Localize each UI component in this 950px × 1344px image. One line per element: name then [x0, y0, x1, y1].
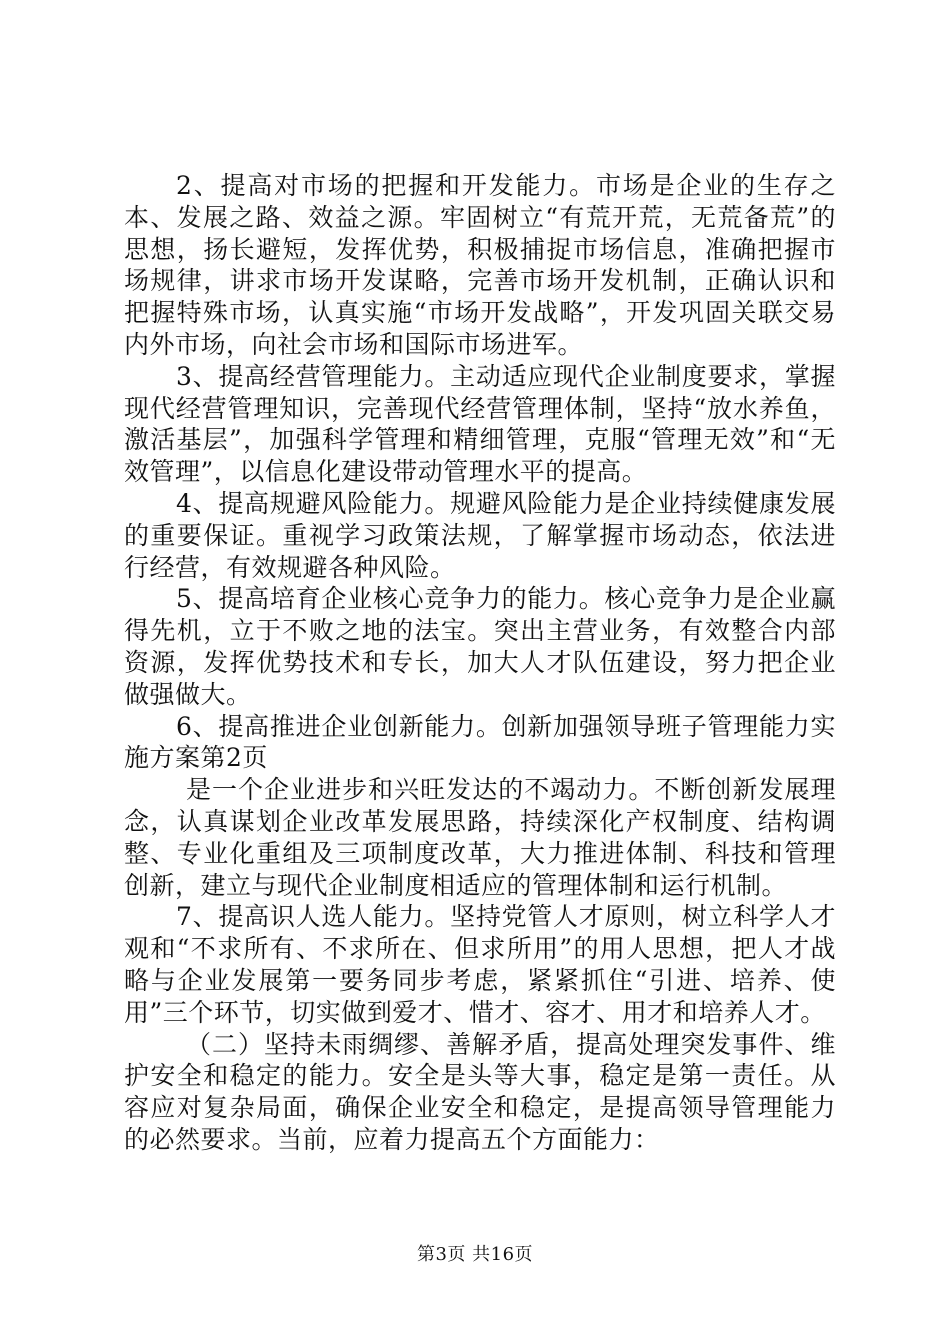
paragraph-talent-selection: 7、提高识人选人能力。坚持党管人才原则，树立科学人才观和“不求所有、不求所在、但求所用”的用人思想，把人才战略与企业发展第一要务同步考虑，紧紧抓住“引进、培养、使用”三个环节，切实做到爱才、惜才、容才、用才和培养人才。 [124, 902, 836, 1027]
paragraph-section-two: （二）坚持未雨绸缪、善解矛盾，提高处理突发事件、维护安全和稳定的能力。安全是头等大事，稳定是第一责任。从容应对复杂局面，确保企业安全和稳定，是提高领导管理能力的必然要求。当前，应着力提高五个方面能力： [124, 1029, 836, 1154]
paragraph-innovation: 6、提高推进企业创新能力。创新加强领导班子管理能力实施方案第2页 [124, 711, 836, 773]
paragraph-risk-avoidance: 4、提高规避风险能力。规避风险能力是企业持续健康发展的重要保证。重视学习政策法规，了解掌握市场动态，依法进行经营，有效规避各种风险。 [124, 488, 836, 582]
document-body [124, 170, 836, 1156]
paragraph-operations-management: 3、提高经营管理能力。主动适应现代企业制度要求，掌握现代经营管理知识，完善现代经营管理体制，坚持“放水养鱼，激活基层”，加强科学管理和精细管理，克服“管理无效”和“无效管理”，以信息化建设带动管理水平的提高。 [124, 361, 836, 487]
paragraph-innovation-continued: 是一个企业进步和兴旺发达的不竭动力。不断创新发展理念，认真谋划企业改革发展思路，持续深化产权制度、结构调整、专业化重组及三项制度改革，大力推进体制、科技和管理创新，建立与现代企业制度相适应的管理体制和运行机制。 [124, 775, 836, 900]
paragraph-core-competitiveness: 5、提高培育企业核心竞争力的能力。核心竞争力是企业赢得先机，立于不败之地的法宝。突出主营业务，有效整合内部资源，发挥优势技术和专长，加大人才队伍建设，努力把企业做强做大。 [124, 584, 836, 709]
page-footer: 第3页 共16页 [416, 1244, 534, 1265]
paragraph-market-development: 2、提高对市场的把握和开发能力。市场是企业的生存之本、发展之路、效益之源。牢固树立“有荒开荒，无荒备荒”的思想，扬长避短，发挥优势，积极捕捉市场信息，准确把握市场规律，讲求市场开发谋略，完善市场开发机制，正确认识和把握特殊市场，认真实施“市场开发战略”，开发巩固关联交易内外市场，向社会市场和国际市场进军。 [124, 171, 836, 359]
